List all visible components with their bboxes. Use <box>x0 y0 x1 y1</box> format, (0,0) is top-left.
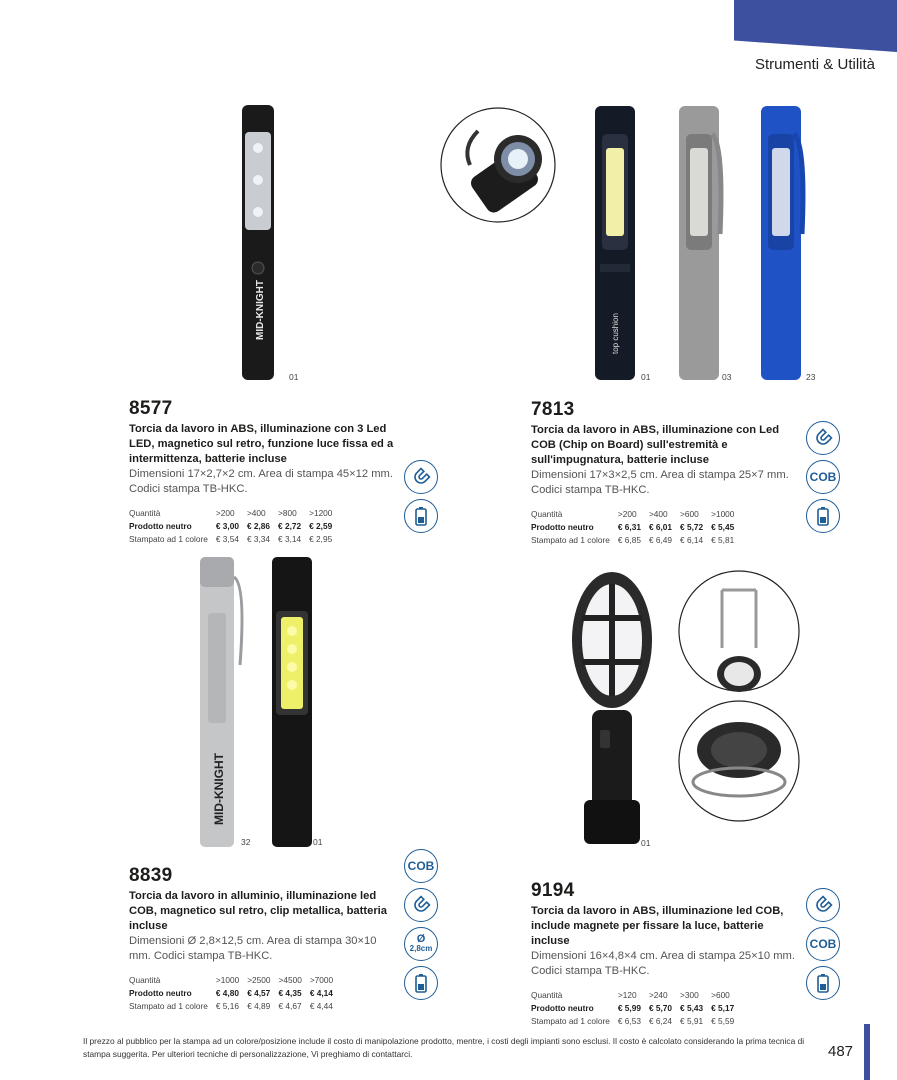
product-image-9194 <box>566 570 658 845</box>
diameter-symbol: Ø <box>416 933 426 945</box>
product-description: Torcia da lavoro in ABS, illuminazione con Led COB (Chip on Board) sull'estremità e sull'impugnatura, batterie incluse <box>531 424 780 466</box>
cob-badge: COB <box>806 927 840 961</box>
diameter-badge <box>404 927 438 961</box>
product-8839 <box>129 865 391 1013</box>
variant-label: 23 <box>806 372 816 382</box>
page-bar <box>864 1024 870 1080</box>
product-description: Torcia da lavoro in alluminio, illuminazione led COB, magnetico sul retro, clip metallica, batteria incluse <box>129 890 388 932</box>
product-dimensions: Dimensioni 17×3×2,5 cm. Area di stampa 25×7 mm. Codici stampa TB-HKC. <box>531 469 789 496</box>
page-number: 487 <box>828 1043 854 1060</box>
section-title: Strumenti & Utilità <box>754 56 875 73</box>
price-table: Quantità >200 >400 >800 >1200 Prodotto neutro € 3,00 € 2,86 € 2,72 € 2,59 Stampato ad 1 colore € 3,54 € 3,34 € 3,14 € 2,95 <box>129 508 333 544</box>
product-code: 8577 <box>129 398 173 419</box>
product-image-8577 <box>232 100 292 385</box>
variant-label: 32 <box>241 837 251 847</box>
cob-badge: COB <box>806 460 840 494</box>
detail-zoom-image-9194-bottom <box>678 700 800 822</box>
brand-print-7813: top cushion <box>611 313 620 354</box>
variant-label: 01 <box>641 838 651 848</box>
product-description: Torcia da lavoro in ABS, illuminazione con 3 Led LED, magnetico sul retro, funzione luce fissa ed a intermittenza, batterie incluse <box>129 423 394 465</box>
variant-label: 01 <box>641 372 651 382</box>
variant-label: 01 <box>289 372 299 382</box>
footer-note: Il prezzo al pubblico per la stampa ad un colore/posizione include il costo di manipolazione prodotto, mentre, i costi degli impianti sono esclusi. Il costo è calcolato considerando la prima tecnica di stampa suggerita. Per ulteriori tecniche di personalizzazione, Vi preghiamo di contattarci. <box>83 1036 805 1059</box>
product-7813 <box>531 399 799 547</box>
price-table: Quantità >1000 >2500 >4500 >7000 Prodotto neutro € 4,80 € 4,57 € 4,35 € 4,14 Stampato ad 1 colore € 5,16 € 4,89 € 4,67 € 4,44 <box>129 975 334 1011</box>
corner-tab <box>734 0 897 52</box>
product-code: 9194 <box>531 880 575 901</box>
cob-badge: COB <box>404 849 438 883</box>
price-table: Quantità >200 >400 >600 >1000 Prodotto neutro € 6,31 € 6,01 € 5,72 € 5,45 Stampato ad 1 colore € 6,85 € 6,49 € 6,14 € 5,81 <box>531 509 735 545</box>
product-image-7813-grey <box>676 104 726 386</box>
detail-zoom-image-9194-top <box>678 570 800 692</box>
magnet-icon <box>806 888 840 922</box>
product-image-7813-black <box>592 104 638 386</box>
product-dimensions: Dimensioni 16×4,8×4 cm. Area di stampa 25×10 mm. Codici stampa TB-HKC. <box>531 950 795 977</box>
product-image-8839-silver <box>196 555 252 847</box>
magnet-icon <box>404 888 438 922</box>
magnet-icon <box>806 421 840 455</box>
product-8577 <box>129 398 397 546</box>
product-image-7813-blue <box>758 104 808 386</box>
magnet-icon <box>404 460 438 494</box>
product-code: 8839 <box>129 865 173 886</box>
battery-icon <box>404 499 438 533</box>
product-dimensions: Dimensioni Ø 2,8×12,5 cm. Area di stampa 30×10 mm. Codici stampa TB-HKC. <box>129 935 377 962</box>
battery-icon <box>806 499 840 533</box>
product-dimensions: Dimensioni 17×2,7×2 cm. Area di stampa 45×12 mm. Codici stampa TB-HKC. <box>129 468 393 495</box>
brand-print-8839: MID-KNIGHT <box>212 753 226 825</box>
battery-icon <box>404 966 438 1000</box>
product-image-8839-black <box>270 555 316 847</box>
battery-icon <box>806 966 840 1000</box>
variant-label: 03 <box>722 372 732 382</box>
product-description: Torcia da lavoro in ABS, illuminazione led COB, include magnete per fissare la luce, batterie incluse <box>531 905 784 947</box>
variant-label: 01 <box>313 837 323 847</box>
brand-print-8577: MID-KNIGHT <box>255 280 266 340</box>
product-9194 <box>531 880 803 1028</box>
product-code: 7813 <box>531 399 575 420</box>
price-table: Quantità >120 >240 >300 >600 Prodotto neutro € 5,99 € 5,70 € 5,43 € 5,17 Stampato ad 1 colore € 6,53 € 6,24 € 5,91 € 5,59 <box>531 990 735 1026</box>
detail-zoom-image-7813 <box>440 107 556 223</box>
diameter-value: 2,8cm <box>409 944 433 953</box>
